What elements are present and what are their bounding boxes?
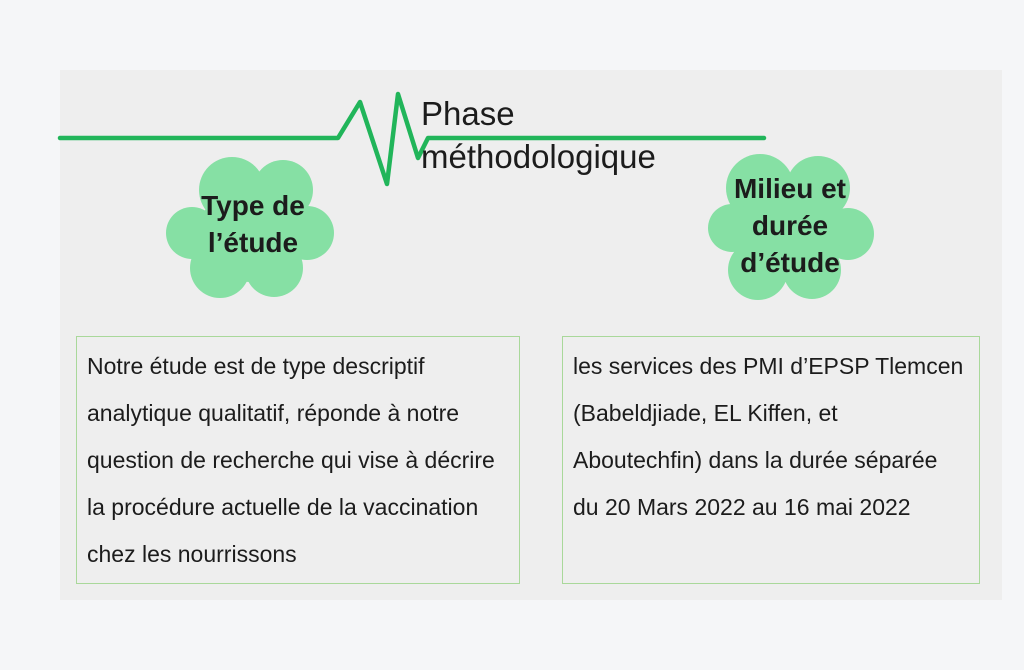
cloud-label-setting-duration: Milieu et durée d’étude: [733, 173, 846, 278]
cloud-label-study-type: Type de l’étude: [201, 190, 305, 258]
setting-duration-description-box: les services des PMI d’EPSP Tlemcen (Babeldjiade, EL Kiffen, et Aboutechfin) dans la durée séparée du 20 Mars 2022 au 16 mai 2022: [562, 336, 980, 584]
diagram-title: Phase méthodologique: [421, 95, 656, 175]
study-type-description-box: Notre étude est de type descriptif analytique qualitatif, réponde à notre question de recherche qui vise à décrire la procédure actuelle de la vaccination chez les nourrissons: [76, 336, 520, 584]
